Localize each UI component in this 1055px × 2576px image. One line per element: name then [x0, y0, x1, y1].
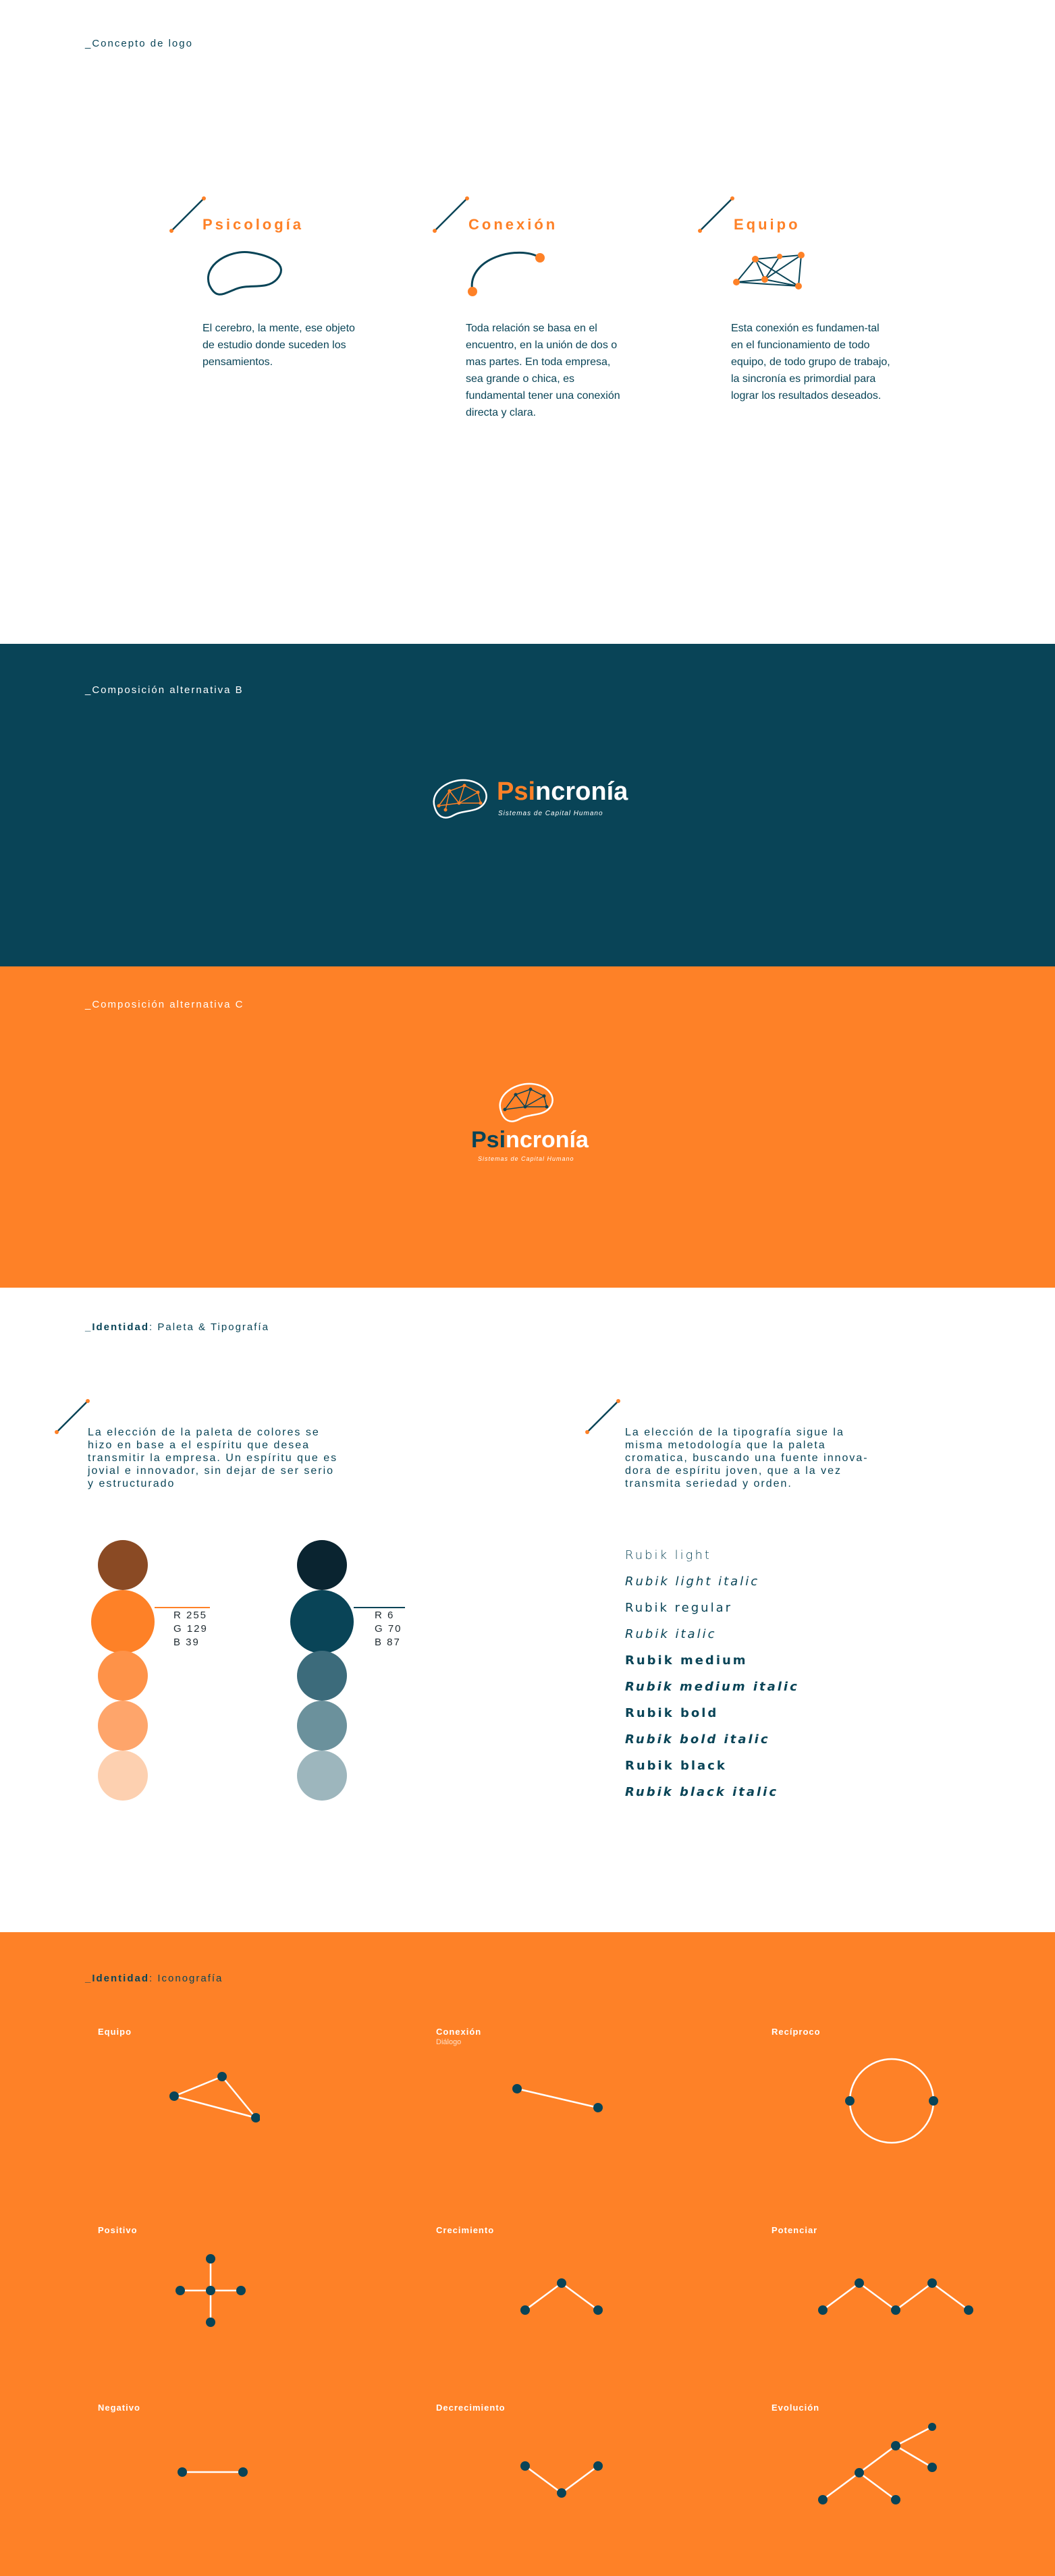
concept-description: El cerebro, la mente, ese objeto de estudio donde suceden los pensamientos.: [202, 323, 355, 368]
rgb-pointer-line: [155, 1607, 210, 1608]
font-sample: Rubik black: [625, 1759, 727, 1773]
font-sample: Rubik bold: [625, 1706, 719, 1720]
orange-swatch-dark: [98, 1540, 148, 1590]
composition-c-label: _Composición alternativa C: [85, 999, 244, 1010]
concept-section: [0, 0, 1055, 644]
brand-name: Psincronía: [471, 1127, 589, 1153]
orange-swatch-main: [91, 1590, 155, 1653]
slash-icon: [432, 196, 472, 235]
icon-title: Positivo: [98, 2225, 138, 2235]
brain-outline-icon: [202, 244, 290, 298]
typography-sample-list: [625, 1542, 799, 1805]
team-network-icon: [731, 244, 819, 298]
brain-network-logo-icon: [429, 776, 490, 821]
team-triangle-icon: [165, 2067, 260, 2128]
connection-arc-icon: [466, 244, 553, 298]
font-sample: Rubik medium: [625, 1653, 748, 1668]
orange-swatch-light-2: [98, 1701, 148, 1751]
palette-description: La elección de la paleta de colores se hizo en base a el espíritu que desea transmitir la empresa. Un espíritu que es jovial e innovador, sin dejar de ser serio y estructurado: [88, 1427, 338, 1489]
psincronia-logo-horizontal: [429, 776, 632, 823]
font-sample: Rubik light: [625, 1548, 711, 1562]
identity-section: [0, 1288, 1055, 1932]
evolution-branch-icon: [816, 2423, 938, 2511]
identity-section-label: _Identidad: Paleta & Tipografía: [85, 1321, 269, 1333]
icon-title: Negativo: [98, 2403, 140, 2413]
font-sample: Rubik italic: [625, 1627, 717, 1641]
brain-network-logo-icon: [495, 1080, 556, 1124]
blue-swatch-dark: [297, 1540, 347, 1590]
typography-description: La elección de la tipografía sigue la misma metodología que la paleta cromatica, buscando una fuente innova-dora de espíritu joven, que a la vez transmita seriedad y orden.: [625, 1427, 869, 1489]
font-sample: Rubik regular: [625, 1601, 733, 1615]
brand-name: Psincronía: [497, 777, 628, 806]
orange-swatch-light-1: [98, 1651, 148, 1701]
brand-tagline: Sistemas de Capital Humano: [478, 1155, 574, 1162]
orange-swatch-light-3: [98, 1751, 148, 1801]
rgb-pointer-line: [354, 1607, 405, 1608]
concept-title: Psicología: [202, 216, 304, 233]
decline-valley-icon: [518, 2457, 606, 2504]
reciprocal-circle-icon: [844, 2054, 939, 2148]
concept-section-label: _Concepto de logo: [85, 38, 193, 49]
slash-icon: [585, 1398, 622, 1435]
blue-swatch-light-1: [297, 1651, 347, 1701]
brand-tagline: Sistemas de Capital Humano: [498, 810, 603, 817]
icon-title: Evolución: [772, 2403, 820, 2413]
dialogue-line-icon: [510, 2081, 605, 2114]
slash-icon: [54, 1398, 92, 1435]
font-sample: Rubik black italic: [625, 1785, 779, 1799]
concept-description: Toda relación se basa en el encuentro, en la unión de dos o mas partes. En toda empresa, sea grande o chica, es fundamental tener una conexión directa y clara.: [466, 323, 620, 418]
icon-title: Decrecimiento: [436, 2403, 506, 2413]
iconography-section-label: _Identidad: Iconografía: [85, 1973, 223, 1984]
concept-title: Equipo: [734, 216, 801, 233]
concept-title: Conexión: [468, 216, 558, 233]
plus-icon: [173, 2253, 248, 2328]
icon-title: Recíproco: [772, 2027, 821, 2037]
blue-rgb-values: R 6 G 70 B 87: [375, 1610, 402, 1648]
blue-swatch-main: [290, 1590, 354, 1653]
zigzag-boost-icon: [816, 2274, 978, 2321]
blue-swatch-light-2: [297, 1701, 347, 1751]
font-sample: Rubik bold italic: [625, 1732, 770, 1747]
orange-rgb-values: R 255 G 129 B 39: [173, 1610, 208, 1648]
font-sample: Rubik medium italic: [625, 1680, 799, 1694]
concept-description: Esta conexión es fundamen-tal en el funcionamiento de todo equipo, de todo grupo de trabajo, la sincronía es primordial para lograr los resultados deseados.: [731, 323, 890, 402]
growth-peak-icon: [518, 2274, 606, 2321]
composition-b-label: _Composición alternativa B: [85, 684, 244, 696]
icon-title: Crecimiento: [436, 2225, 495, 2235]
icon-title: Potenciar: [772, 2225, 818, 2235]
font-sample: Rubik light italic: [625, 1574, 760, 1589]
icon-subtitle: Diálogo: [436, 2038, 462, 2046]
icon-title: Conexión: [436, 2027, 482, 2037]
minus-icon: [175, 2462, 250, 2482]
blue-swatch-light-3: [297, 1751, 347, 1801]
slash-icon: [697, 196, 738, 235]
icon-title: Equipo: [98, 2027, 132, 2037]
psincronia-logo-stacked: [471, 1080, 593, 1168]
